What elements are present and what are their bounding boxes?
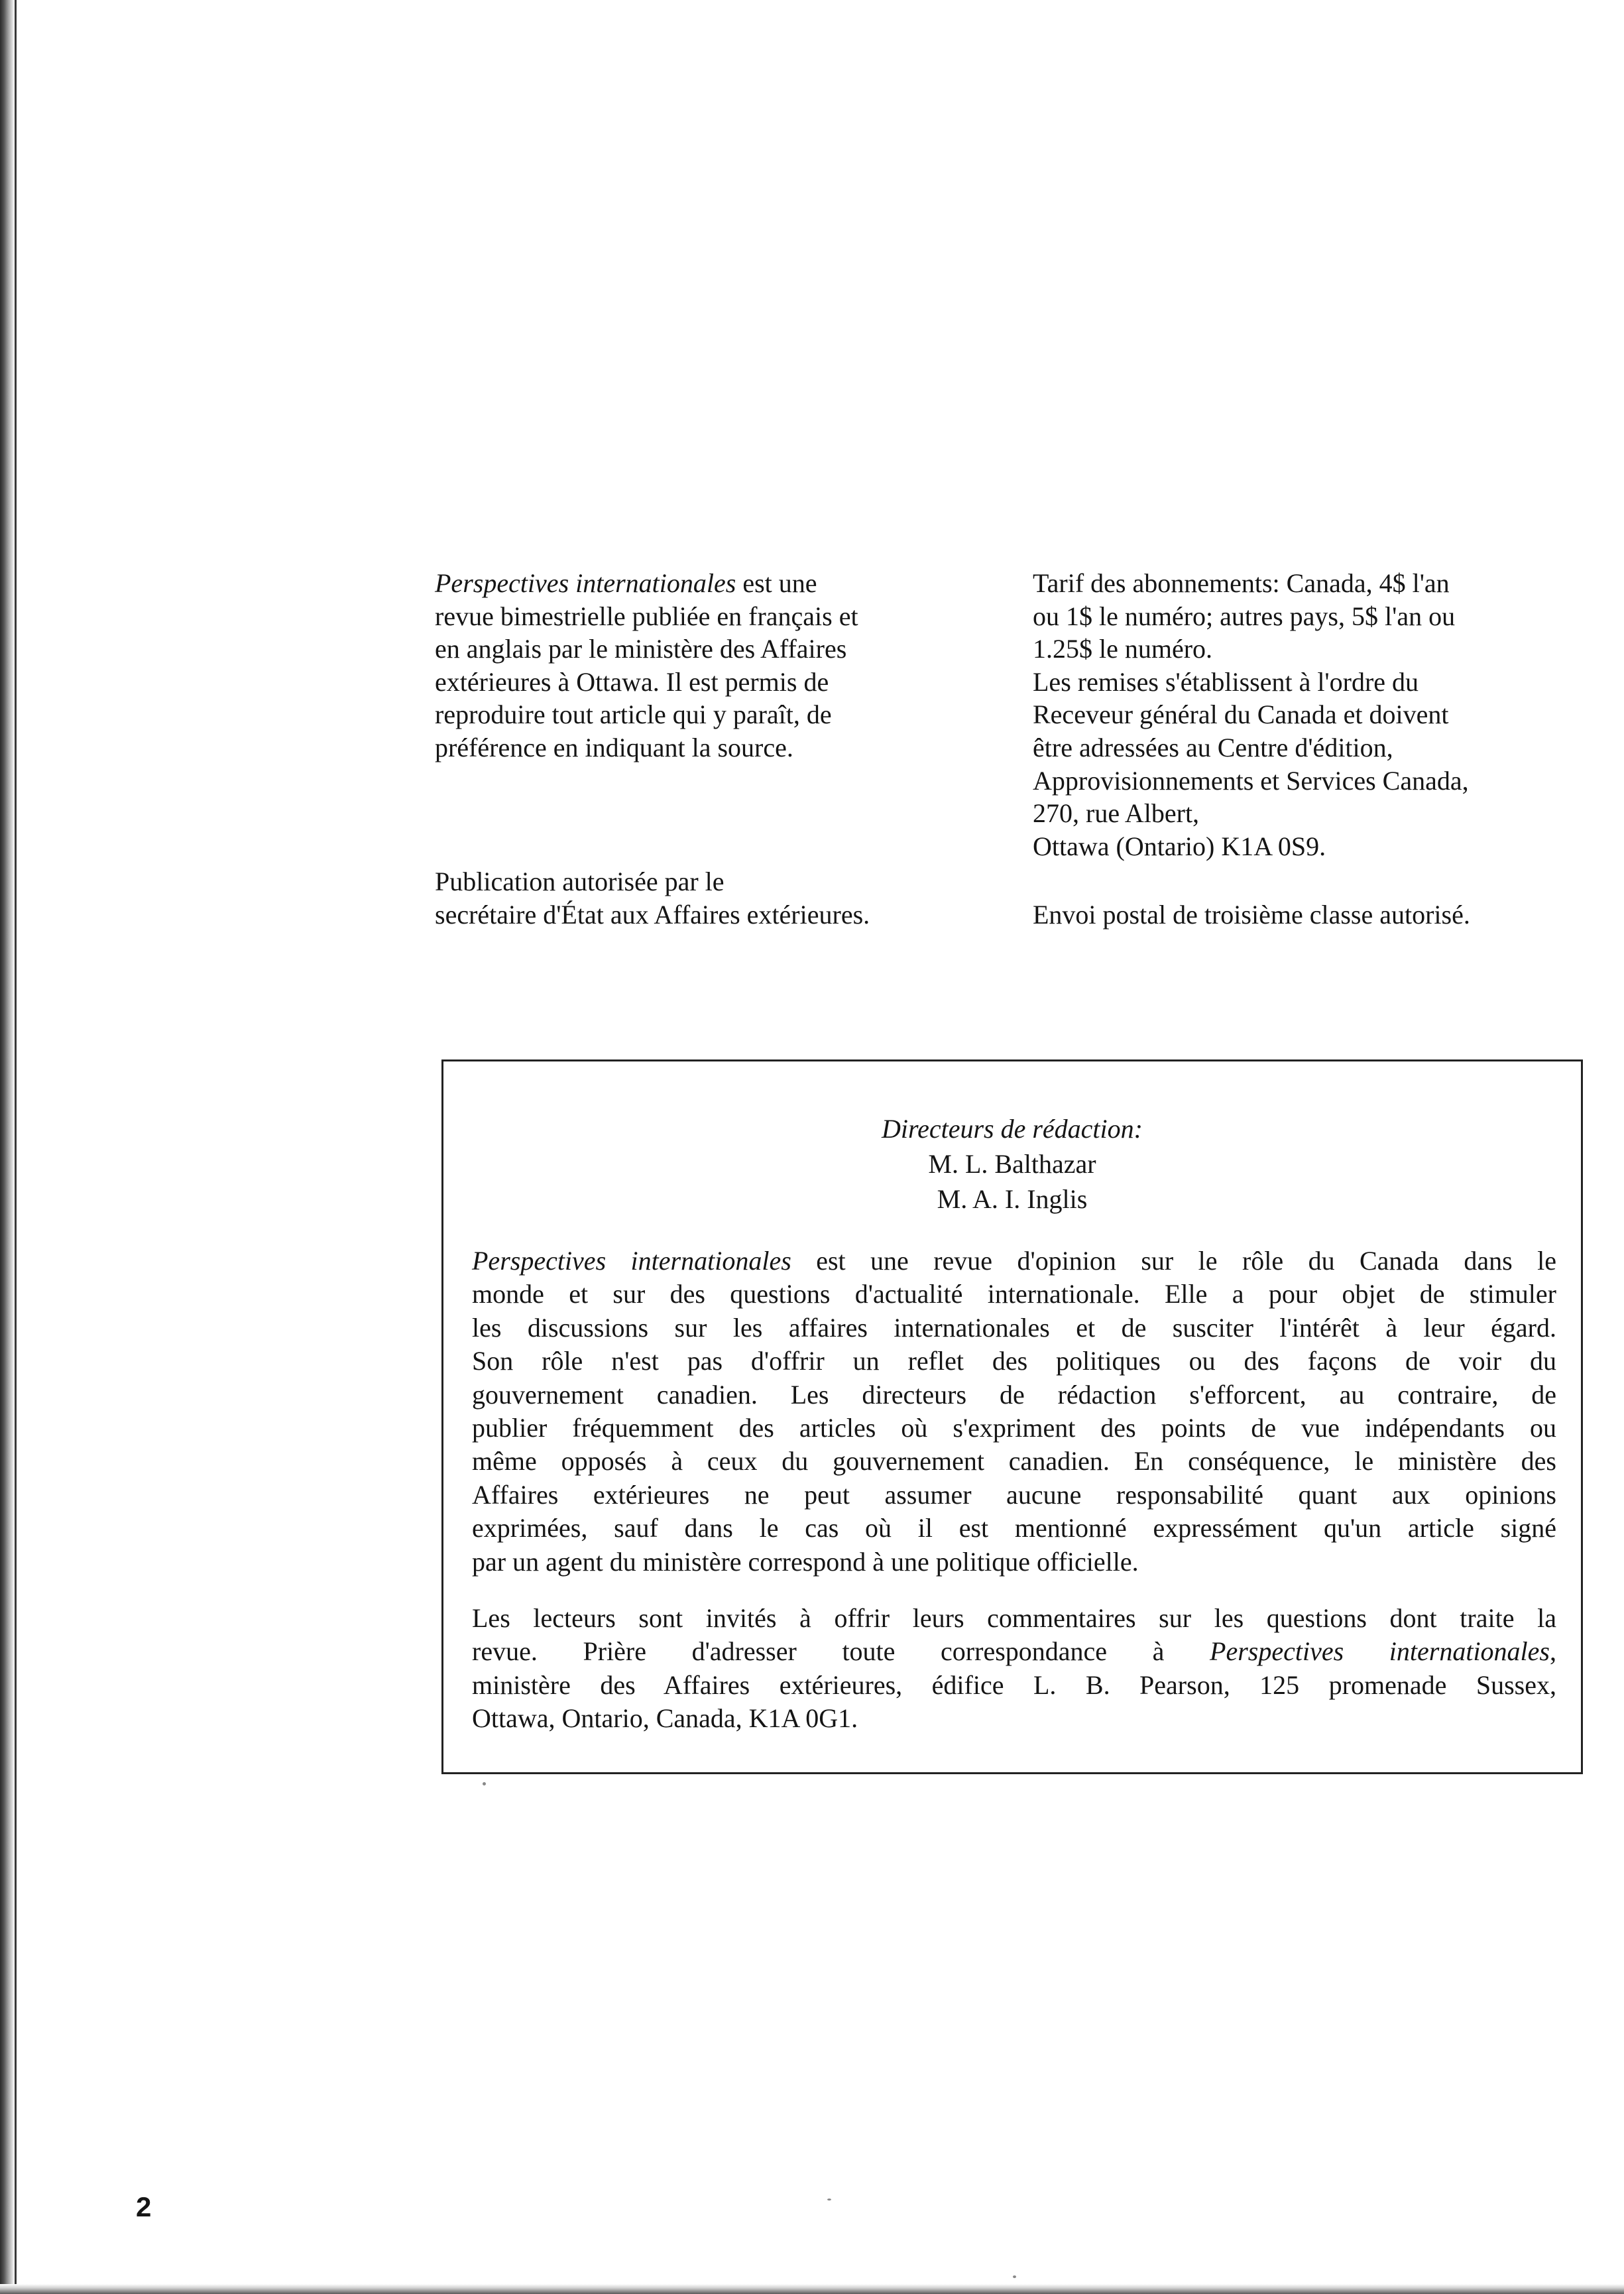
- editor-name: M. A. I. Inglis: [937, 1184, 1088, 1214]
- text-line: Ottawa (Ontario) K1A 0S9.: [1033, 831, 1326, 861]
- page-number: 2: [136, 2191, 152, 2222]
- text-line: Tarif des abonnements: Canada, 4$ l'an: [1033, 568, 1450, 598]
- text-line: exprimées, sauf dans le cas où il est mentionné expressément qu'un article signé: [472, 1513, 1556, 1543]
- text-line: Publication autorisée par le: [435, 867, 725, 896]
- text-line: ministère des Affaires extérieures, édifice L. B. Pearson, 125 promenade Sussex,: [472, 1669, 1556, 1700]
- editors-heading: Directeurs de rédaction:: [882, 1114, 1143, 1144]
- text-line: Affaires extérieures ne peut assumer aucune responsabilité quant aux opinions: [472, 1479, 1556, 1510]
- text-line-rest: est une: [736, 568, 817, 598]
- text-line: extérieures à Ottawa. Il est permis de: [435, 666, 829, 697]
- text-line: les discussions sur les affaires internationales et de susciter l'intérêt à leur égard.: [472, 1312, 1556, 1343]
- text-line: monde et sur des questions d'actualité internationale. Elle a pour objet de stimuler: [472, 1279, 1556, 1309]
- text-line-after: ,: [1550, 1636, 1556, 1667]
- text-line: Son rôle n'est pas d'offrir un reflet des politiques ou des façons de voir du: [472, 1346, 1556, 1376]
- text-line: par un agent du ministère correspond à une politique officielle.: [472, 1546, 1139, 1577]
- publication-description: [435, 567, 978, 764]
- text-line: publier fréquemment des articles où s'expriment des points de vue indépendants ou: [472, 1413, 1556, 1443]
- subscription-rates: [1033, 567, 1563, 863]
- text-line: revue bimestrielle publiée en français et: [435, 601, 858, 631]
- text-line: même opposés à ceux du gouvernement canadien. En conséquence, le ministère des: [472, 1446, 1556, 1477]
- scan-speck: [483, 1782, 486, 1785]
- text-line: Envoi postal de troisième classe autorisé.: [1033, 900, 1470, 930]
- editorial-notice-box: [441, 1059, 1583, 1774]
- editor-name: M. L. Balthazar: [928, 1149, 1096, 1179]
- text-line: être adressées au Centre d'édition,: [1033, 732, 1393, 762]
- text-line-rest: est une revue d'opinion sur le rôle du Canada dans le: [791, 1246, 1556, 1276]
- text-line: 270, rue Albert,: [1033, 798, 1200, 829]
- publication-title-italic: Perspectives internationales: [1210, 1636, 1550, 1667]
- scanned-page-edge-bottom: [0, 2284, 1624, 2294]
- scan-speck: [1013, 2275, 1016, 2278]
- text-line: en anglais par le ministère des Affaires: [435, 634, 847, 664]
- publication-authorization: [435, 865, 978, 931]
- text-line: ou 1$ le numéro; autres pays, 5$ l'an ou: [1033, 601, 1456, 631]
- text-line: [472, 1635, 1556, 1668]
- text-line: 1.25$ le numéro.: [1033, 634, 1213, 664]
- text-line: secrétaire d'État aux Affaires extérieures.: [435, 899, 870, 930]
- publication-title-italic: Perspectives internationales: [435, 568, 736, 598]
- text-line: préférence en indiquant la source.: [435, 732, 793, 762]
- text-line: Receveur général du Canada et doivent: [1033, 699, 1449, 730]
- text-line: Les lecteurs sont invités à offrir leurs commentaires sur les questions dont traite la: [472, 1603, 1556, 1633]
- publication-title-italic: Perspectives internationales: [472, 1246, 791, 1276]
- text-line: Ottawa, Ontario, Canada, K1A 0G1.: [472, 1703, 858, 1734]
- text-line: [435, 567, 978, 600]
- editorial-policy-paragraph: [472, 1244, 1556, 1579]
- postal-authorization: [1033, 898, 1563, 932]
- scan-speck: [827, 2199, 831, 2201]
- scanned-page-edge-line: [15, 0, 17, 2294]
- reader-comments-paragraph: [472, 1602, 1556, 1736]
- text-line: reproduire tout article qui y paraît, de: [435, 699, 832, 730]
- text-line: Approvisionnements et Services Canada,: [1033, 765, 1469, 796]
- text-line: [472, 1244, 1556, 1278]
- text-line-before: revue. Prière d'adresser toute correspondance à: [472, 1636, 1210, 1667]
- scanned-page-edge-left: [0, 0, 15, 2294]
- text-line: Les remises s'établissent à l'ordre du: [1033, 666, 1419, 697]
- text-line: gouvernement canadien. Les directeurs de rédaction s'efforcent, au contraire, de: [472, 1379, 1556, 1410]
